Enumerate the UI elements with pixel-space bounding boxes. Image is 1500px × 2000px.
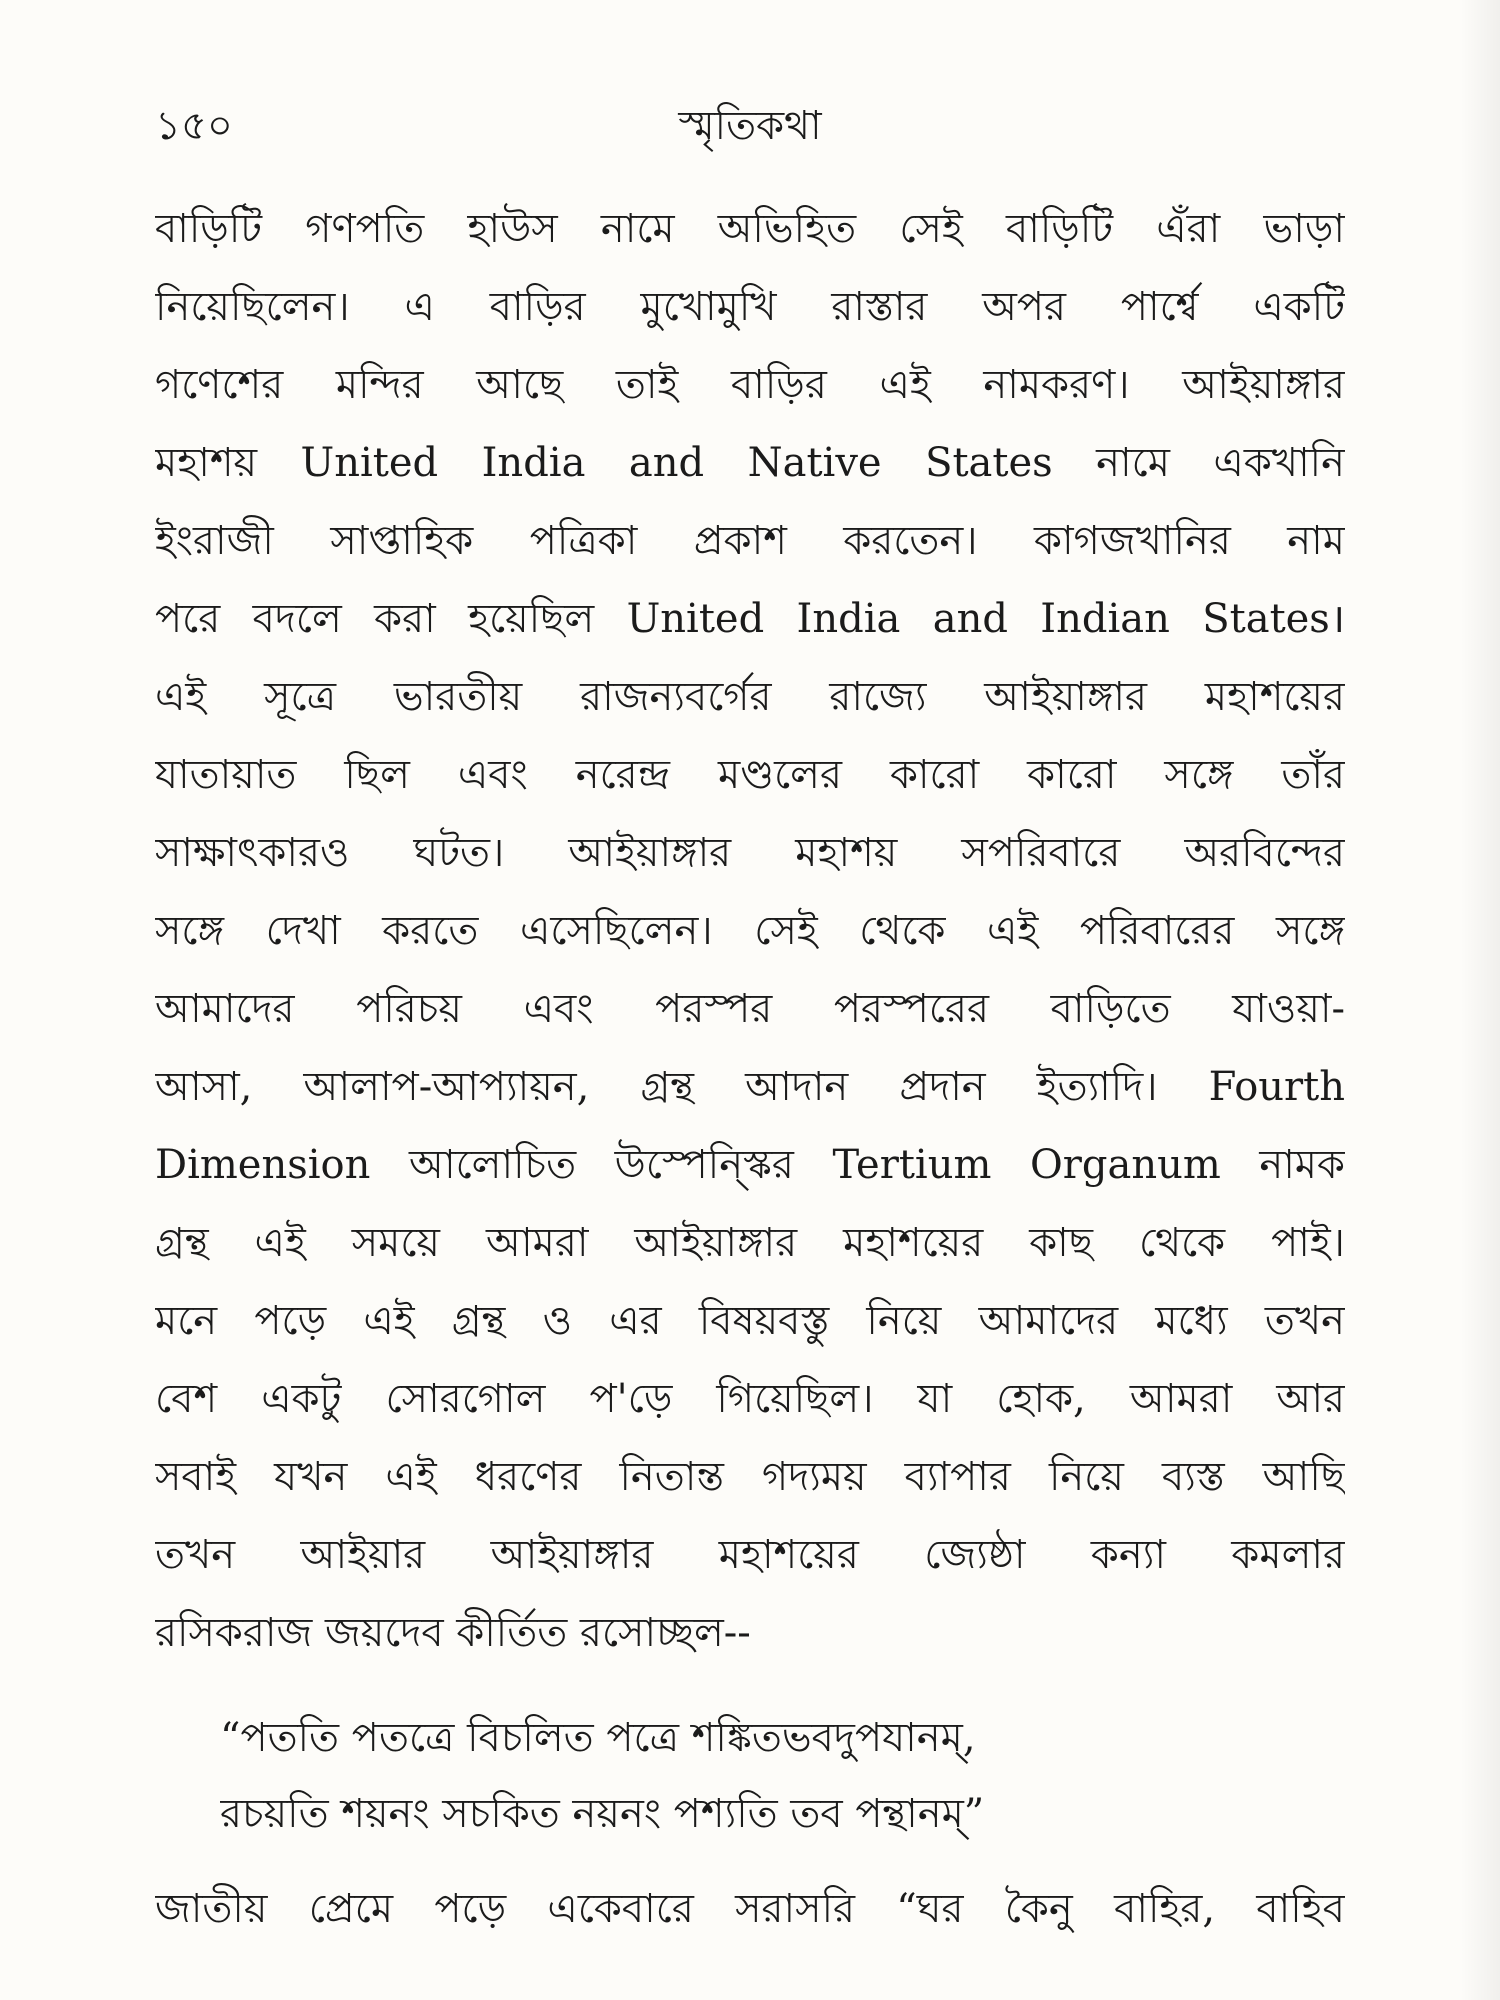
closing-paragraph [155, 1870, 1345, 1948]
text-line: পরে বদলে করা হয়েছিল United India and Indian States। [155, 596, 1345, 642]
text-line: এই সূত্রে ভারতীয় রাজন্যবর্গের রাজ্যে আইয়াঙ্গার মহাশয়ের [155, 674, 1345, 720]
text-line: ইংরাজী সাপ্তাহিক পত্রিকা প্রকাশ করতেন। কাগজখানির নাম [155, 518, 1345, 564]
text-line: আমাদের পরিচয় এবং পরস্পর পরস্পরের বাড়িতে যাওয়া- [155, 986, 1345, 1032]
page-edge-shadow [1460, 0, 1500, 2000]
main-paragraph [155, 190, 1345, 1672]
text-line: যাতায়াত ছিল এবং নরেন্দ্র মণ্ডলের কারো কারো সঙ্গে তাঁর [155, 752, 1345, 798]
text-line: বাড়িটি গণপতি হাউস নামে অভিহিত সেই বাড়িটি এঁরা ভাড়া [155, 206, 1345, 252]
text-line: রসিকরাজ জয়দেব কীর্তিত রসোচ্ছল-- [155, 1610, 751, 1656]
text-line: বেশ একটু সোরগোল প'ড়ে গিয়েছিল। যা হোক, আমরা আর [155, 1376, 1345, 1422]
text-line: সঙ্গে দেখা করতে এসেছিলেন। সেই থেকে এই পরিবারের সঙ্গে [155, 908, 1345, 954]
text-line: সবাই যখন এই ধরণের নিতান্ত গদ্যময় ব্যাপার নিয়ে ব্যস্ত আছি [155, 1454, 1345, 1500]
text-line: মহাশয় United India and Native States নামে একখানি [155, 440, 1345, 486]
text-line: গ্রন্থ এই সময়ে আমরা আইয়াঙ্গার মহাশয়ের কাছ থেকে পাই। [155, 1220, 1345, 1266]
verse-line: “পততি পতত্রে বিচলিত পত্রে শঙ্কিতভবদুপযানম্, [220, 1715, 976, 1761]
page-header [155, 96, 1345, 156]
page-number: ১৫০ [155, 103, 233, 149]
text-line: গণেশের মন্দির আছে তাই বাড়ির এই নামকরণ। আইয়াঙ্গার [155, 362, 1345, 408]
text-line: Dimension আলোচিত উস্পেন্স্কির Tertium Organum নামক [155, 1142, 1345, 1188]
text-line: মনে পড়ে এই গ্রন্থ ও এর বিষয়বস্তু নিয়ে আমাদের মধ্যে তখন [155, 1298, 1345, 1344]
text-line: সাক্ষাৎকারও ঘটত। আইয়াঙ্গার মহাশয় সপরিবারে অরবিন্দের [155, 830, 1345, 876]
verse-line: রচয়তি শয়নং সচকিত নয়নং পশ্যতি তব পন্থানম্” [220, 1791, 985, 1837]
text-line: নিয়েছিলেন। এ বাড়ির মুখোমুখি রাস্তার অপর পার্শ্বে একটি [155, 284, 1345, 330]
text-line: আসা, আলাপ-আপ্যায়ন, গ্রন্থ আদান প্রদান ইত্যাদি। Fourth [155, 1064, 1345, 1110]
text-line: জাতীয় প্রেমে পড়ে একেবারে সরাসরি “ঘর কৈনু বাহির, বাহিব [155, 1886, 1345, 1932]
verse-quote [220, 1700, 1220, 1852]
running-title: স্মৃতিকথা [678, 103, 822, 149]
text-line: তখন আইয়ার আইয়াঙ্গার মহাশয়ের জ্যেষ্ঠা কন্যা কমলার [155, 1532, 1345, 1578]
